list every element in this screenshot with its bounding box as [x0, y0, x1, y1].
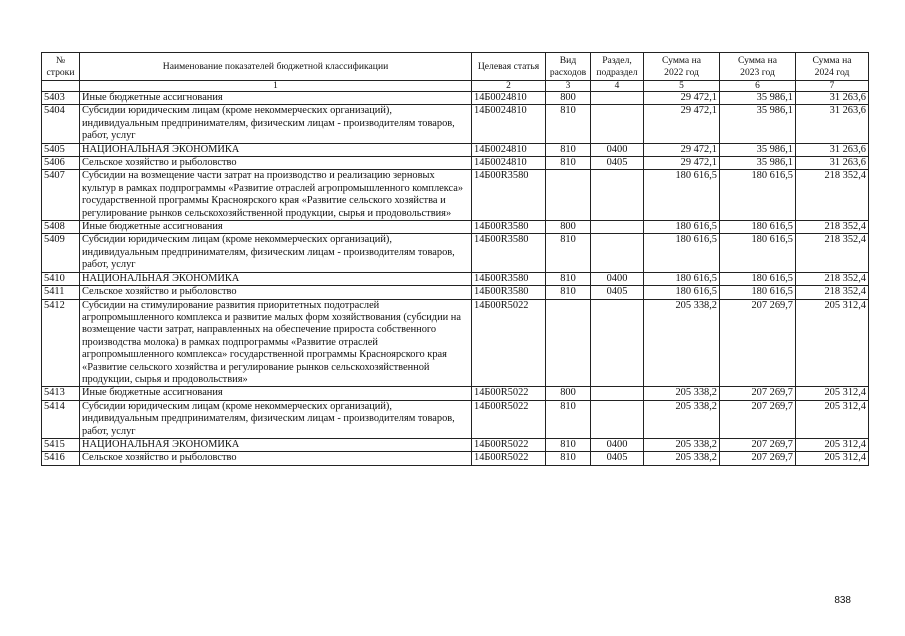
table-row — [42, 92, 869, 105]
column-number: 7 — [796, 81, 869, 92]
target-article-cell: 14Б00R5022 — [472, 387, 546, 400]
sum-2024-cell: 205 312,4 — [796, 400, 869, 438]
column-number — [42, 81, 80, 92]
sum-2022-cell: 29 472,1 — [644, 92, 720, 105]
sum-2023-cell: 207 269,7 — [720, 452, 796, 465]
column-number: 4 — [591, 81, 644, 92]
table-row — [42, 157, 869, 170]
row-number-cell: 5408 — [42, 221, 80, 234]
indicator-name-cell: Субсидии юридическим лицам (кроме некоммерческих организаций), индивидуальным предпринимателям, физическим лицам - производителям товаров, работ, услуг — [80, 105, 472, 143]
sum-2023-cell: 207 269,7 — [720, 400, 796, 438]
indicator-name-cell: Сельское хозяйство и рыболовство — [80, 286, 472, 299]
sum-2024-cell: 31 263,6 — [796, 105, 869, 143]
table-row — [42, 387, 869, 400]
table-row — [42, 234, 869, 272]
column-number-row — [42, 81, 869, 92]
section-code-cell: 0405 — [591, 452, 644, 465]
section-code-cell — [591, 221, 644, 234]
section-code-cell — [591, 105, 644, 143]
target-article-cell: 14Б0024810 — [472, 143, 546, 156]
row-number-cell: 5411 — [42, 286, 80, 299]
column-number: 2 — [472, 81, 546, 92]
column-number: 1 — [80, 81, 472, 92]
section-code-cell: 0400 — [591, 272, 644, 285]
sum-2024-cell: 218 352,4 — [796, 272, 869, 285]
sum-2023-cell: 180 616,5 — [720, 272, 796, 285]
row-number-cell: 5407 — [42, 170, 80, 221]
sum-2022-cell: 180 616,5 — [644, 221, 720, 234]
row-number-cell: 5403 — [42, 92, 80, 105]
section-code-cell — [591, 299, 644, 387]
indicator-name-cell: Иные бюджетные ассигнования — [80, 92, 472, 105]
expense-type-cell: 800 — [546, 221, 591, 234]
sum-2022-cell: 180 616,5 — [644, 234, 720, 272]
row-number-cell: 5412 — [42, 299, 80, 387]
sum-2024-cell: 205 312,4 — [796, 299, 869, 387]
table-row — [42, 105, 869, 143]
sum-2024-cell: 31 263,6 — [796, 92, 869, 105]
table-body — [42, 92, 869, 466]
header-sum-2022: Сумма на 2022 год — [644, 53, 720, 81]
table-row — [42, 221, 869, 234]
row-number-cell: 5414 — [42, 400, 80, 438]
page-number: 838 — [834, 595, 851, 606]
row-number-cell: 5404 — [42, 105, 80, 143]
row-number-cell: 5416 — [42, 452, 80, 465]
expense-type-cell: 810 — [546, 400, 591, 438]
budget-table — [41, 52, 869, 466]
sum-2023-cell: 207 269,7 — [720, 438, 796, 451]
row-number-cell: 5406 — [42, 157, 80, 170]
column-number: 3 — [546, 81, 591, 92]
indicator-name-cell: Сельское хозяйство и рыболовство — [80, 452, 472, 465]
table-row — [42, 286, 869, 299]
header-target-article: Целевая статья — [472, 53, 546, 81]
sum-2022-cell: 205 338,2 — [644, 387, 720, 400]
row-number-cell: 5413 — [42, 387, 80, 400]
indicator-name-cell: Иные бюджетные ассигнования — [80, 221, 472, 234]
column-number: 6 — [720, 81, 796, 92]
target-article-cell: 14Б00R5022 — [472, 400, 546, 438]
section-code-cell — [591, 387, 644, 400]
expense-type-cell: 810 — [546, 272, 591, 285]
sum-2023-cell: 35 986,1 — [720, 157, 796, 170]
target-article-cell: 14Б00R5022 — [472, 452, 546, 465]
target-article-cell: 14Б00R3580 — [472, 234, 546, 272]
expense-type-cell: 810 — [546, 105, 591, 143]
expense-type-cell: 810 — [546, 157, 591, 170]
sum-2022-cell: 205 338,2 — [644, 452, 720, 465]
sum-2024-cell: 31 263,6 — [796, 143, 869, 156]
sum-2023-cell: 180 616,5 — [720, 234, 796, 272]
target-article-cell: 14Б00R3580 — [472, 286, 546, 299]
header-indicator-name: Наименование показателей бюджетной классификации — [80, 53, 472, 81]
sum-2023-cell: 207 269,7 — [720, 299, 796, 387]
sum-2024-cell: 218 352,4 — [796, 170, 869, 221]
section-code-cell — [591, 170, 644, 221]
table-row — [42, 452, 869, 465]
expense-type-cell: 810 — [546, 143, 591, 156]
expense-type-cell: 810 — [546, 452, 591, 465]
target-article-cell: 14Б0024810 — [472, 157, 546, 170]
section-code-cell: 0400 — [591, 438, 644, 451]
expense-type-cell: 800 — [546, 92, 591, 105]
sum-2024-cell: 31 263,6 — [796, 157, 869, 170]
section-code-cell: 0405 — [591, 286, 644, 299]
row-number-cell: 5410 — [42, 272, 80, 285]
sum-2023-cell: 35 986,1 — [720, 92, 796, 105]
header-expense-type: Вид расходов — [546, 53, 591, 81]
expense-type-cell: 810 — [546, 286, 591, 299]
sum-2024-cell: 205 312,4 — [796, 387, 869, 400]
sum-2023-cell: 207 269,7 — [720, 387, 796, 400]
target-article-cell: 14Б0024810 — [472, 92, 546, 105]
sum-2022-cell: 205 338,2 — [644, 438, 720, 451]
sum-2024-cell: 218 352,4 — [796, 234, 869, 272]
header-section: Раздел, подраздел — [591, 53, 644, 81]
indicator-name-cell: НАЦИОНАЛЬНАЯ ЭКОНОМИКА — [80, 143, 472, 156]
indicator-name-cell: НАЦИОНАЛЬНАЯ ЭКОНОМИКА — [80, 272, 472, 285]
table-row — [42, 400, 869, 438]
sum-2023-cell: 180 616,5 — [720, 170, 796, 221]
target-article-cell: 14Б00R3580 — [472, 170, 546, 221]
table-row — [42, 272, 869, 285]
sum-2024-cell: 218 352,4 — [796, 221, 869, 234]
target-article-cell: 14Б00R5022 — [472, 299, 546, 387]
indicator-name-cell: Субсидии на возмещение части затрат на производство и реализацию зерновых культур в рамках подпрограммы «Развитие отраслей агропромышленного комплекса» государственной программы Красноярского края «Развитие сельского хозяйства и регулирование рынков сельскохозяйственной продукции, сырья и продовольствия» — [80, 170, 472, 221]
column-number: 5 — [644, 81, 720, 92]
table-row — [42, 143, 869, 156]
indicator-name-cell: Сельское хозяйство и рыболовство — [80, 157, 472, 170]
sum-2022-cell: 29 472,1 — [644, 105, 720, 143]
target-article-cell: 14Б0024810 — [472, 105, 546, 143]
indicator-name-cell: Иные бюджетные ассигнования — [80, 387, 472, 400]
indicator-name-cell: Субсидии юридическим лицам (кроме некоммерческих организаций), индивидуальным предпринимателям, физическим лицам - производителям товаров, работ, услуг — [80, 234, 472, 272]
table-row — [42, 299, 869, 387]
expense-type-cell: 810 — [546, 234, 591, 272]
sum-2023-cell: 180 616,5 — [720, 221, 796, 234]
section-code-cell: 0405 — [591, 157, 644, 170]
sum-2022-cell: 180 616,5 — [644, 170, 720, 221]
expense-type-cell: 810 — [546, 438, 591, 451]
target-article-cell: 14Б00R3580 — [472, 221, 546, 234]
row-number-cell: 5405 — [42, 143, 80, 156]
section-code-cell — [591, 234, 644, 272]
row-number-cell: 5409 — [42, 234, 80, 272]
expense-type-cell — [546, 170, 591, 221]
sum-2023-cell: 35 986,1 — [720, 143, 796, 156]
sum-2022-cell: 180 616,5 — [644, 286, 720, 299]
table-row — [42, 438, 869, 451]
table-header — [42, 53, 869, 92]
target-article-cell: 14Б00R5022 — [472, 438, 546, 451]
sum-2022-cell: 29 472,1 — [644, 143, 720, 156]
section-code-cell — [591, 400, 644, 438]
section-code-cell: 0400 — [591, 143, 644, 156]
section-code-cell — [591, 92, 644, 105]
sum-2024-cell: 205 312,4 — [796, 438, 869, 451]
indicator-name-cell: Субсидии на стимулирование развития приоритетных подотраслей агропромышленного комплекса и развитие малых форм хозяйствования (субсидии на возмещение части затрат, направленных на обеспечение прироста собственного производства молока) в рамках подпрограммы «Развитие отраслей агропромышленного комплекса» государственной программы Красноярского края «Развитие сельского хозяйства и регулирование рынков сельскохозяйственной продукции, сырья и продовольствия» — [80, 299, 472, 387]
row-number-cell: 5415 — [42, 438, 80, 451]
sum-2024-cell: 205 312,4 — [796, 452, 869, 465]
sum-2024-cell: 218 352,4 — [796, 286, 869, 299]
sum-2023-cell: 180 616,5 — [720, 286, 796, 299]
sum-2022-cell: 205 338,2 — [644, 299, 720, 387]
header-sum-2024: Сумма на 2024 год — [796, 53, 869, 81]
header-row — [42, 53, 869, 81]
sum-2022-cell: 180 616,5 — [644, 272, 720, 285]
target-article-cell: 14Б00R3580 — [472, 272, 546, 285]
table-row — [42, 170, 869, 221]
sum-2022-cell: 205 338,2 — [644, 400, 720, 438]
sum-2022-cell: 29 472,1 — [644, 157, 720, 170]
indicator-name-cell: Субсидии юридическим лицам (кроме некоммерческих организаций), индивидуальным предпринимателям, физическим лицам - производителям товаров, работ, услуг — [80, 400, 472, 438]
header-sum-2023: Сумма на 2023 год — [720, 53, 796, 81]
indicator-name-cell: НАЦИОНАЛЬНАЯ ЭКОНОМИКА — [80, 438, 472, 451]
expense-type-cell — [546, 299, 591, 387]
sum-2023-cell: 35 986,1 — [720, 105, 796, 143]
expense-type-cell: 800 — [546, 387, 591, 400]
header-row-number: № строки — [42, 53, 80, 81]
